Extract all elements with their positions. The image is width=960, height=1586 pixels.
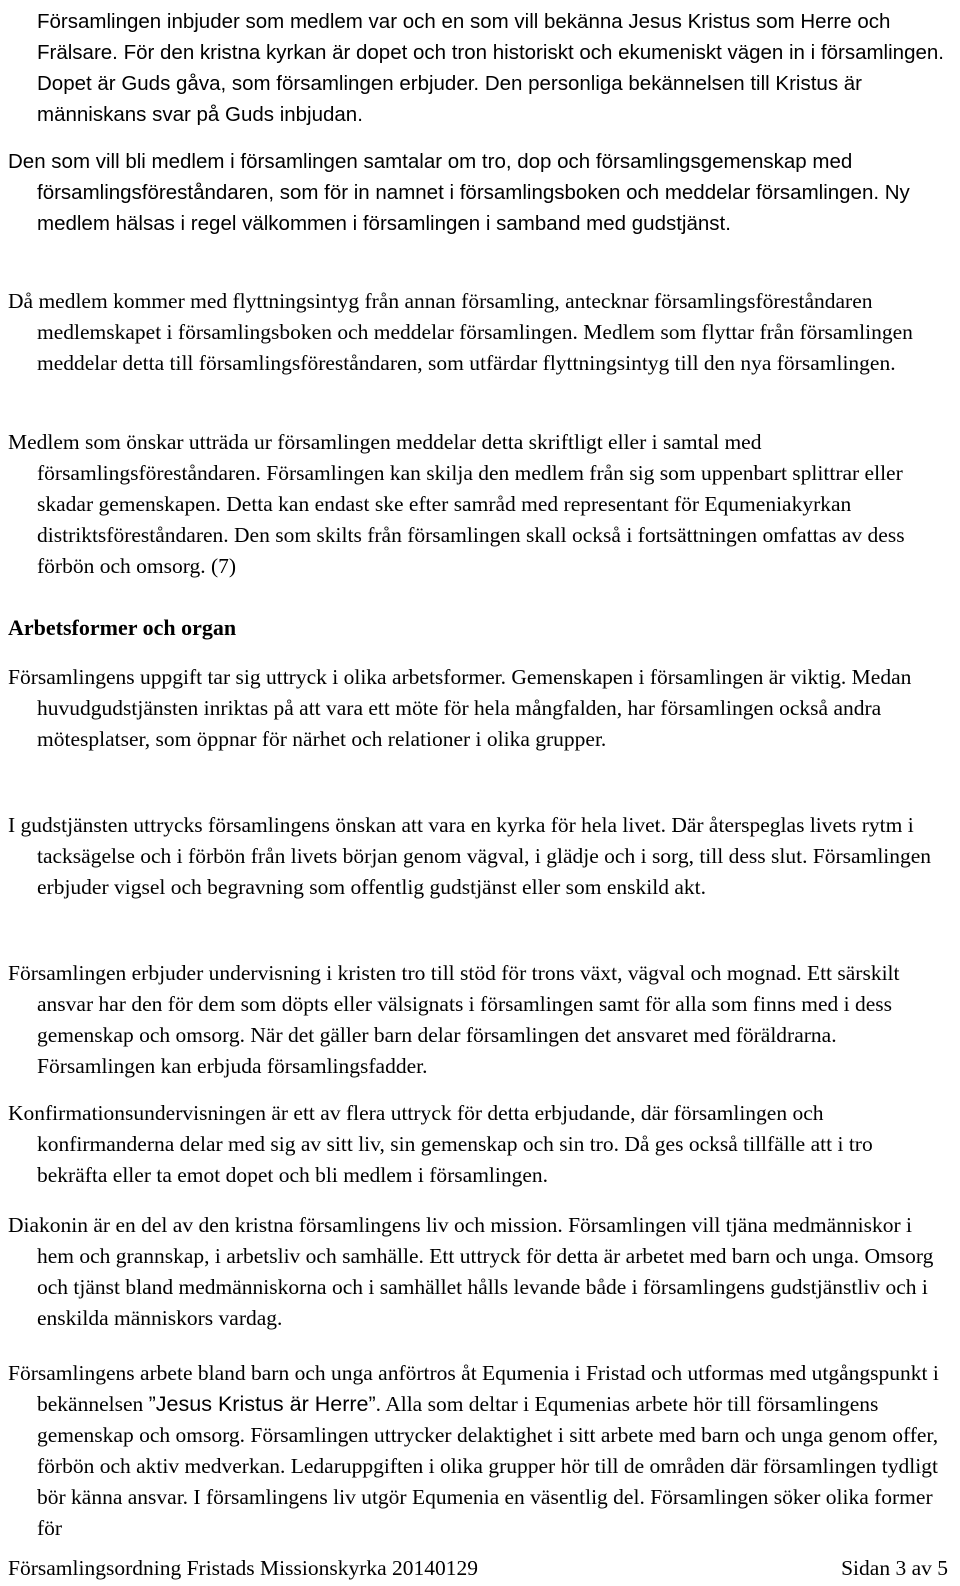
paragraph-text: Församlingen erbjuder undervisning i kristen tro till stöd för trons växt, vägval och mognad. Ett särskilt ansvar har den för dem som döpts eller välsignats i församlingen samt för alla som finns med i dess gemenskap och omsorg. När det gäller barn delar församlingen det ansvaret med föräldrarna. Församlingen kan erbjuda församlingsfadder. bbox=[8, 961, 900, 1078]
paragraph-work-forms bbox=[8, 662, 948, 755]
section-heading: Arbetsformer och organ bbox=[8, 615, 237, 640]
paragraph-text: Då medlem kommer med flyttningsintyg från annan församling, antecknar församlingsföreståndaren medlemskapet i församlingsboken och meddelar församlingen. Medlem som flyttar från församlingen meddelar detta till församlingsföreståndaren, som utfärdar flyttningsintyg till den nya församlingen. bbox=[8, 289, 913, 375]
paragraph-becoming-member bbox=[8, 146, 948, 239]
paragraph-text-start: Församlingens arbete bland barn och unga anförtros åt Equmenia i Fristad och utformas med utgångspunkt i bekännelsen bbox=[8, 1361, 939, 1416]
footer-page-number: Sidan 3 av 5 bbox=[841, 1556, 948, 1580]
paragraph-leaving-congregation bbox=[8, 427, 948, 582]
paragraph-text: Diakonin är en del av den kristna församlingens liv och mission. Församlingen vill tjäna medmänniskor i hem och grannskap, i arbetsliv och samhälle. Ett uttryck för detta är arbetet med barn och unga. Omsorg och tjänst bland medmänniskorna och i samhället hålls levande både i församlingens gudstjänstliv och i enskilda människors vardag. bbox=[8, 1213, 934, 1330]
paragraph-confirmation bbox=[8, 1098, 948, 1191]
paragraph-text-end: . Alla som deltar i Equmenias arbete hör till församlingens gemenskap och omsorg. Församlingen uttrycker delaktighet i sitt arbete med barn och unga genom offer, förbön och aktiv medverkan. Ledaruppgiften i olika grupper hör till de områden där församlingen tydligt bör känna ansvar. I församlingens liv utgör Equmenia en väsentlig del. Församlingen söker olika former för bbox=[37, 1392, 939, 1540]
footer-document-title: Församlingsordning Fristads Missionskyrka 20140129 bbox=[8, 1556, 479, 1580]
paragraph-text: Konfirmationsundervisningen är ett av flera uttryck för detta erbjudande, där församlingen och konfirmanderna delar med sig av sitt liv, sin gemenskap och sin tro. Då ges också tillfälle att i tro bekräfta eller ta emot dopet och bli medlem i församlingen. bbox=[8, 1101, 873, 1187]
confession-quote: ”Jesus Kristus är Herre” bbox=[148, 1392, 376, 1416]
paragraph-moving-certificate bbox=[8, 286, 948, 379]
paragraph-worship bbox=[8, 810, 948, 903]
paragraph-text: Församlingens uppgift tar sig uttryck i olika arbetsformer. Gemenskapen i församlingen är viktig. Medan huvudgudstjänsten inriktas på att vara ett möte för hela mångfalden, har församlingen också andra mötesplatser, som öppnar för närhet och relationer i olika grupper. bbox=[8, 665, 912, 751]
paragraph-text: Församlingen inbjuder som medlem var och en som vill bekänna Jesus Kristus som Herre och Frälsare. För den kristna kyrkan är dopet och tron historiskt och ekumeniskt vägen in i församlingen. Dopet är Guds gåva, som församlingen erbjuder. Den personliga bekännelsen till Kristus är människans svar på Guds inbjudan. bbox=[37, 10, 944, 126]
paragraph-text: Den som vill bli medlem i församlingen samtalar om tro, dop och församlingsgemenskap med församlingsföreståndaren, som för in namnet i församlingsboken och meddelar församlingen. Ny medlem hälsas i regel välkommen i församlingen i samband med gudstjänst. bbox=[8, 150, 910, 235]
paragraph-children-youth bbox=[8, 1358, 948, 1544]
paragraph-text: I gudstjänsten uttrycks församlingens önskan att vara en kyrka för hela livet. Där återspeglas livets rytm i tacksägelse och i förbön från livets början genom vägval, i glädje och i sorg, till dess slut. Församlingen erbjuder vigsel och begravning som offentlig gudstjänst eller som enskild akt. bbox=[8, 813, 932, 899]
paragraph-teaching bbox=[8, 958, 948, 1082]
paragraph-membership-invitation bbox=[8, 6, 948, 130]
page-footer bbox=[8, 1553, 948, 1584]
paragraph-text: Medlem som önskar utträda ur församlingen meddelar detta skriftligt eller i samtal med församlingsföreståndaren. Församlingen kan skilja den medlem från sig som uppenbart splittrar eller skadar gemenskapen. Detta kan endast ske efter samråd med representant för Equmeniakyrkan distriktsföreståndaren. Den som skilts från församlingen skall också i fortsättningen omfattas av dess förbön och omsorg. (7) bbox=[8, 430, 905, 578]
paragraph-diakonia bbox=[8, 1210, 948, 1334]
